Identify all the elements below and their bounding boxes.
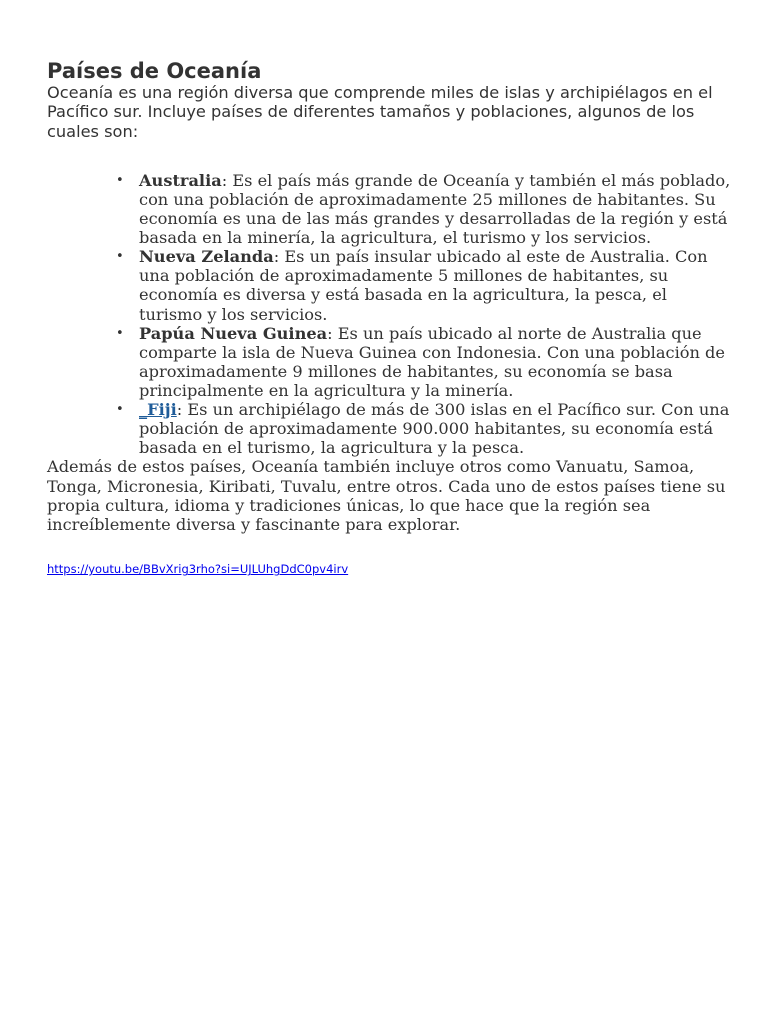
list-item <box>139 247 731 323</box>
page-title: Países de Oceanía <box>47 59 262 83</box>
closing-paragraph: Además de estos países, Oceanía también incluye otros como Vanuatu, Samoa, Tonga, Micronesia, Kiribati, Tuvalu, entre otros. Cada uno de estos países tiene su propia cultura, idioma y tradiciones únicas, lo que hace que la región sea increíblemente diversa y fascinante para explorar. <box>47 457 726 535</box>
document-page <box>47 58 731 578</box>
country-description: : Es un archipiélago de más de 300 islas en el Pacífico sur. Con una población de aproximadamente 900.000 habitantes, su economía está basada en el turismo, la agricultura y la pesca. <box>139 400 730 458</box>
list-item <box>139 400 731 457</box>
country-list <box>47 171 731 457</box>
list-item <box>139 171 731 247</box>
country-name: Australia <box>139 170 222 190</box>
country-description: : Es un país ubicado al norte de Australia que comparte la isla de Nueva Guinea con Indonesia. Con una población de aproximadamente 9 millones de habitantes, su economía se basa principalmente en la agricultura y la minería. <box>139 323 725 400</box>
country-description: : Es un país insular ubicado al este de Australia. Con una población de aproximadamente 5 millones de habitantes, su economía es diversa y está basada en la agricultura, la pesca, el turismo y los servicios. <box>139 247 708 324</box>
country-name: Papúa Nueva Guinea <box>139 323 328 343</box>
country-name: Nueva Zelanda <box>139 247 274 267</box>
intro-paragraph: Oceanía es una región diversa que comprende miles de islas y archipiélagos en el Pacífico sur. Incluye países de diferentes tamaños y poblaciones, algunos de los cuales son: <box>47 83 713 141</box>
country-name-link[interactable]: _Fiji <box>139 400 177 420</box>
video-link[interactable]: https://youtu.be/BBvXrig3rho?si=UJLUhgDdC0pv4irv <box>47 562 349 577</box>
country-description: : Es el país más grande de Oceanía y también el más poblado, con una población de aproximadamente 25 millones de habitantes. Su economía es una de las más grandes y desarrolladas de la región y está basada en la minería, la agricultura, el turismo y los servicios. <box>139 170 731 248</box>
list-item <box>139 324 731 400</box>
